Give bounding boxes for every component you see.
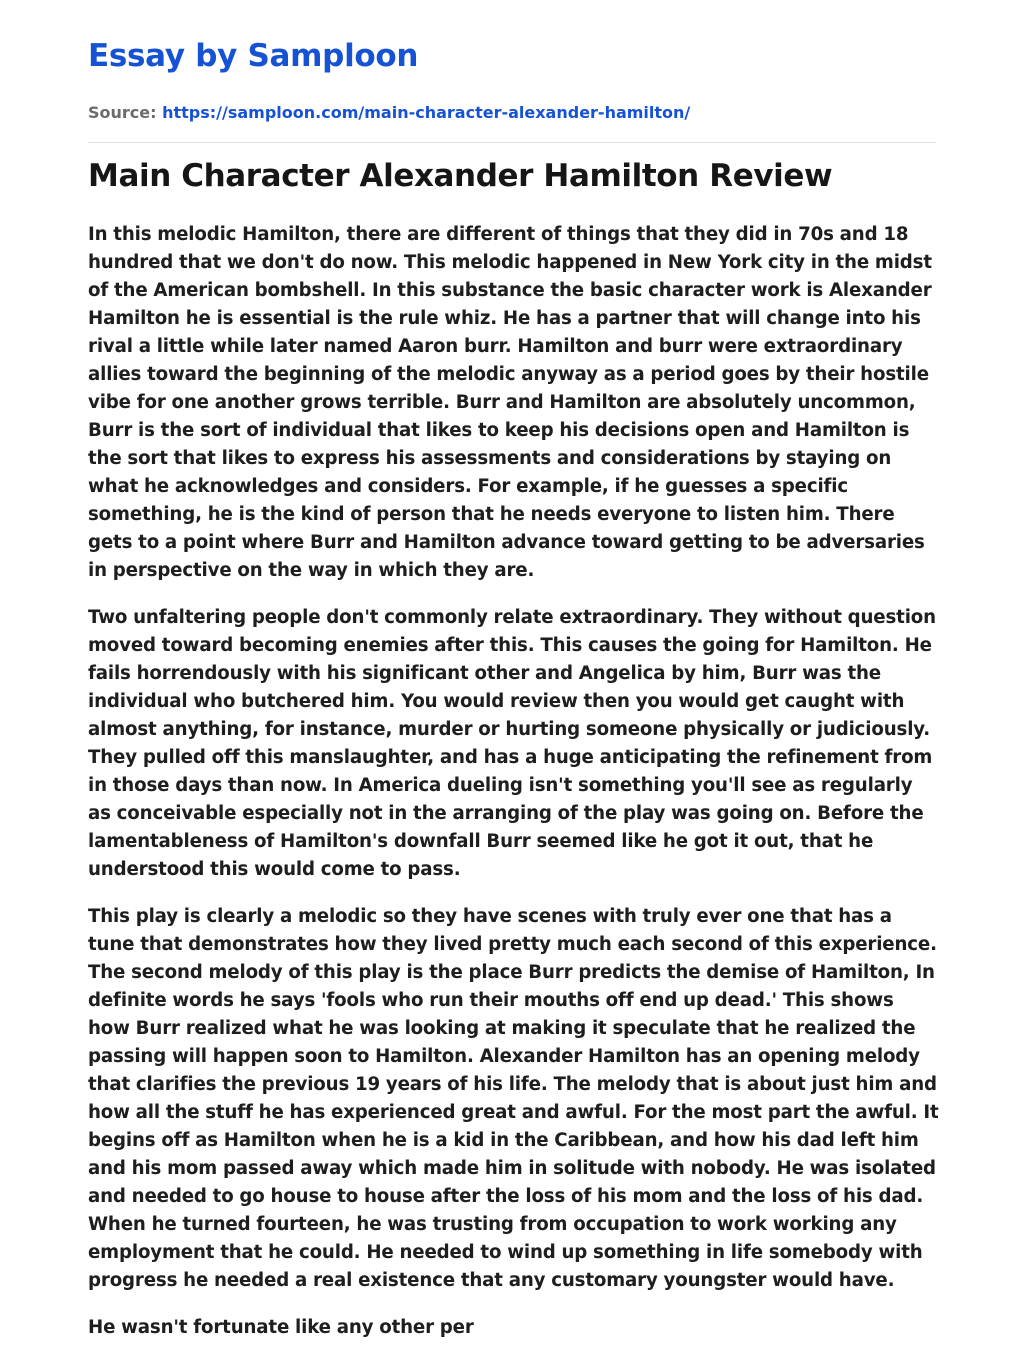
brand-title[interactable]: Essay by Samploon: [88, 38, 419, 74]
header-divider: [88, 142, 936, 143]
source-line: [88, 102, 690, 124]
essay-body: [88, 221, 940, 1361]
essay-title: Main Character Alexander Hamilton Review: [88, 158, 833, 194]
essay-paragraph-truncated: He wasn't fortunate like any other per: [88, 1317, 474, 1338]
essay-paragraph: In this melodic Hamilton, there are different of things that they did in 70s and 18 hundred that we don't do now. This melodic happened in New York city in the midst of the American bombshell. In this substance the basic character work is Alexander Hamilton he is essential is the rule whiz. He has a partner that will change into his rival a little while later named Aaron burr. Hamilton and burr were extraordinary allies toward the beginning of the melodic anyway as a period goes by their hostile vibe for one another grows terrible. Burr and Hamilton are absolutely uncommon, Burr is the sort of individual that likes to keep his decisions open and Hamilton is the sort that likes to express his assessments and considerations by staying on what he acknowledges and considers. For example, if he guesses a specific something, he is the kind of person that he needs everyone to listen him. There gets to a point where Burr and Hamilton advance toward getting to be adversaries in perspective on the way in which they are.: [88, 224, 932, 581]
essay-paragraph: This play is clearly a melodic so they have scenes with truly ever one that has a tune that demonstrates how they lived pretty much each second of this experience. The second melody of this play is the place Burr predicts the demise of Hamilton, In definite words he says 'fools who run their mouths off end up dead.' This shows how Burr realized what he was looking at making it speculate that he realized the passing will happen soon to Hamilton. Alexander Hamilton has an opening melody that clarifies the previous 19 years of his life. The melody that is about just him and how all the stuff he has experienced great and awful. For the most part the awful. It begins off as Hamilton when he is a kid in the Caribbean, and how his dad left him and his mom passed away which made him in solitude with nobody. He was isolated and needed to go house to house after the loss of his mom and the loss of his dad. When he turned fourteen, he was trusting from occupation to work working any employment that he could. He needed to wind up something in life somebody with progress he needed a real existence that any customary youngster would have.: [88, 906, 939, 1291]
essay-paragraph: Two unfaltering people don't commonly relate extraordinary. They without question moved toward becoming enemies after this. This causes the going for Hamilton. He fails horrendously with his significant other and Angelica by him, Burr was the individual who butchered him. You would review then you would get caught with almost anything, for instance, murder or hurting someone physically or judiciously. They pulled off this manslaughter, and has a huge anticipating the refinement from in those days than now. In America dueling isn't something you'll see as regularly as conceivable especially not in the arranging of the play was going on. Before the lamentableness of Hamilton's downfall Burr seemed like he got it out, that he understood this would come to pass.: [88, 607, 936, 880]
source-link[interactable]: https://samploon.com/main-character-alexander-hamilton/: [162, 103, 691, 122]
source-label: Source:: [88, 103, 163, 122]
